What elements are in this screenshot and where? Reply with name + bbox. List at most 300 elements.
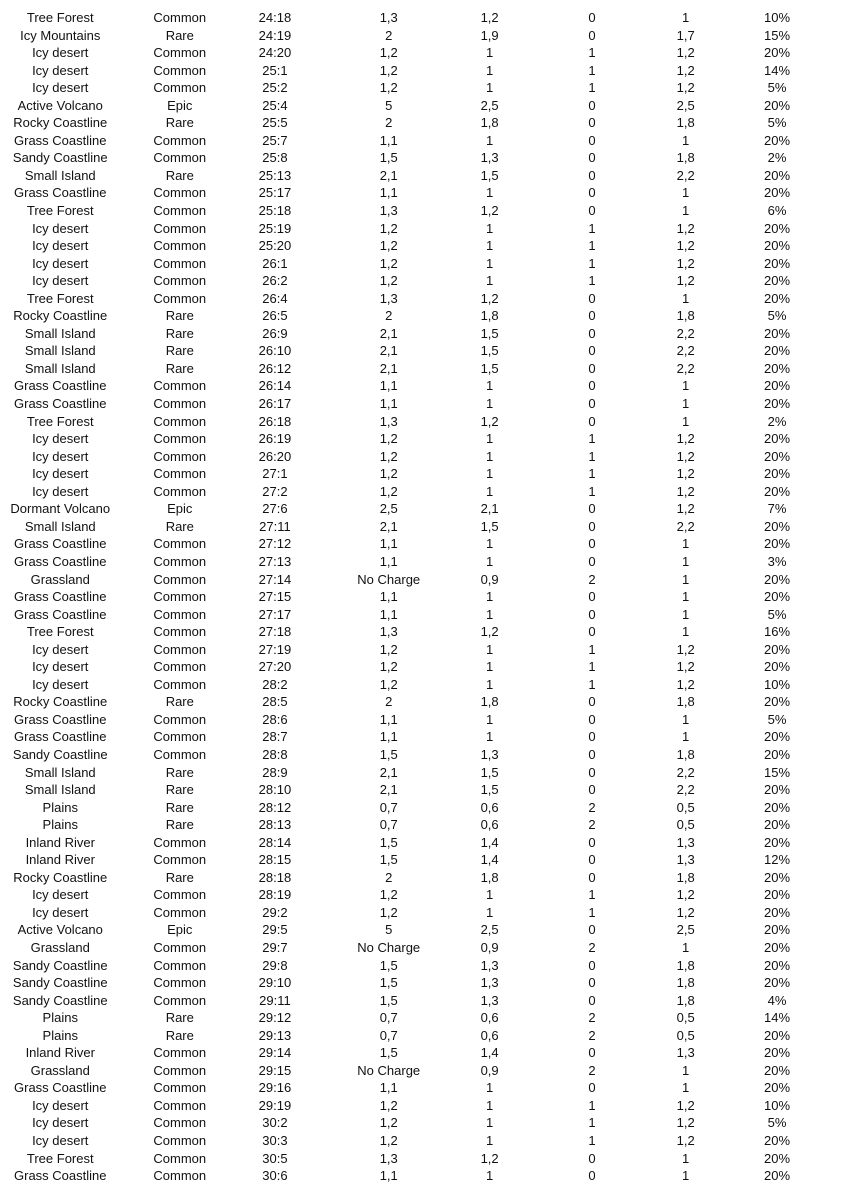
rarity-cell: Common [153,396,207,412]
count-cell: 1 [588,659,596,675]
factor-cell: 2,2 [676,360,695,376]
coordinates-cell: 28:7 [262,729,288,745]
charge-cell: 2,1 [379,360,398,376]
multiplier-cell: 1 [486,466,494,482]
coordinates-cell: 30:3 [262,1133,288,1148]
rarity-cell: Common [153,957,207,973]
table-row [0,834,854,852]
factor-cell: 1,2 [676,1133,695,1148]
count-cell: 1 [588,887,596,903]
table-row [0,1167,854,1185]
charge-cell: 1,1 [379,553,398,569]
terrain-cell: Icy desert [32,255,89,271]
coordinates-cell: 26:19 [258,431,292,447]
factor-cell: 2,2 [676,343,695,359]
factor-cell: 2,5 [676,97,695,113]
rarity-cell: Rare [165,518,194,534]
charge-cell: 1,1 [379,589,398,605]
multiplier-cell: 0,9 [480,571,499,587]
factor-cell: 0,5 [676,799,695,815]
count-cell: 0 [588,308,596,324]
factor-cell: 1 [682,711,690,727]
table-row [0,430,854,448]
table-row [0,202,854,220]
rarity-cell: Common [153,466,207,482]
multiplier-cell: 1,3 [480,957,499,973]
terrain-cell: Tree Forest [26,1150,94,1166]
chance-cell: 20% [763,273,791,289]
rarity-cell: Common [153,1115,207,1131]
count-cell: 0 [588,852,596,868]
multiplier-cell: 1,2 [480,290,499,306]
terrain-cell: Small Island [24,764,96,780]
factor-cell: 1 [682,413,690,429]
rarity-cell: Common [153,150,207,166]
rarity-cell: Common [153,1045,207,1061]
charge-cell: 2 [385,694,393,710]
coordinates-cell: 30:6 [262,1168,288,1184]
rarity-cell: Common [153,378,207,394]
terrain-cell: Icy desert [32,448,89,464]
table-row [0,483,854,501]
charge-cell: 0,7 [379,1010,398,1026]
coordinates-cell: 27:12 [258,536,292,552]
chance-cell: 5% [767,308,787,324]
coordinates-cell: 25:7 [262,132,288,148]
rarity-cell: Common [153,1080,207,1096]
terrain-cell: Rocky Coastline [13,308,108,324]
chance-cell: 20% [763,97,791,113]
chance-cell: 20% [763,132,791,148]
terrain-cell: Sandy Coastline [12,150,108,166]
count-cell: 0 [588,396,596,412]
chance-cell: 5% [767,80,787,96]
multiplier-cell: 1 [486,887,494,903]
chance-cell: 20% [763,518,791,534]
rarity-cell: Common [153,80,207,96]
coordinates-cell: 25:1 [262,62,288,78]
charge-cell: 1,1 [379,1080,398,1096]
terrain-cell: Grass Coastline [14,553,107,569]
terrain-cell: Grass Coastline [14,589,107,605]
coordinates-cell: 29:14 [258,1045,292,1061]
count-cell: 1 [588,904,596,920]
chance-cell: 15% [763,764,791,780]
coordinates-cell: 27:14 [258,571,292,587]
table-row [0,465,854,483]
coordinates-cell: 25:4 [262,97,288,113]
coordinates-cell: 29:12 [258,1010,292,1026]
terrain-cell: Small Island [24,782,96,798]
terrain-cell: Icy desert [32,641,89,657]
count-cell: 0 [588,764,596,780]
charge-cell: 1,5 [379,834,398,850]
charge-cell: 5 [385,97,393,113]
table-row [0,1114,854,1132]
charge-cell: 1,5 [379,992,398,1008]
factor-cell: 1,8 [676,308,695,324]
terrain-cell: Grass Coastline [14,1080,107,1096]
count-cell: 1 [588,431,596,447]
count-cell: 0 [588,97,596,113]
terrain-cell: Tree Forest [26,624,94,640]
multiplier-cell: 1 [486,606,494,622]
terrain-cell: Grass Coastline [14,1168,107,1184]
multiplier-cell: 1 [486,676,494,692]
factor-cell: 1,2 [676,1115,695,1131]
count-cell: 0 [588,518,596,534]
chance-cell: 20% [763,799,791,815]
table-row [0,342,854,360]
factor-cell: 2,2 [676,325,695,341]
terrain-cell: Icy desert [32,238,89,254]
count-cell: 0 [588,27,596,43]
multiplier-cell: 1 [486,396,494,412]
charge-cell: 1,3 [379,203,398,219]
table-row [0,1097,854,1115]
count-cell: 0 [588,167,596,183]
coordinates-cell: 27:13 [258,553,292,569]
multiplier-cell: 0,6 [480,817,499,833]
multiplier-cell: 1 [486,553,494,569]
count-cell: 0 [588,834,596,850]
count-cell: 0 [588,589,596,605]
table-row [0,904,854,922]
coordinates-cell: 29:13 [258,1027,292,1043]
coordinates-cell: 28:8 [262,746,288,762]
terrain-cell: Grass Coastline [14,606,107,622]
charge-cell: 1,5 [379,746,398,762]
count-cell: 0 [588,694,596,710]
chance-cell: 20% [763,746,791,762]
factor-cell: 1 [682,1168,690,1184]
table-row [0,992,854,1010]
coordinates-cell: 24:19 [258,27,292,43]
terrain-cell: Plains [42,1010,78,1026]
chance-cell: 20% [763,238,791,254]
factor-cell: 2,2 [676,167,695,183]
terrain-cell: Grass Coastline [14,185,107,201]
chance-cell: 7% [767,501,787,517]
multiplier-cell: 1,3 [480,150,499,166]
factor-cell: 1 [682,396,690,412]
terrain-cell: Rocky Coastline [13,869,108,885]
factor-cell: 1,8 [676,992,695,1008]
charge-cell: 2 [385,27,393,43]
factor-cell: 1,2 [676,501,695,517]
multiplier-cell: 1 [486,1168,494,1184]
rarity-cell: Common [153,624,207,640]
multiplier-cell: 1,8 [480,115,499,131]
chance-cell: 2% [767,150,787,166]
multiplier-cell: 1 [486,1080,494,1096]
charge-cell: 1,1 [379,132,398,148]
multiplier-cell: 1,2 [480,10,499,25]
charge-cell: 1,3 [379,1150,398,1166]
count-cell: 2 [588,799,596,815]
terrain-cell: Icy desert [32,659,89,675]
chance-cell: 20% [763,589,791,605]
rarity-cell: Rare [165,167,194,183]
terrain-cell: Icy desert [32,1097,89,1113]
factor-cell: 1,3 [676,852,695,868]
factor-cell: 1,8 [676,975,695,991]
chance-cell: 20% [763,939,791,955]
chance-cell: 20% [763,729,791,745]
rarity-cell: Common [153,1133,207,1148]
terrain-cell: Icy desert [32,80,89,96]
multiplier-cell: 1,2 [480,413,499,429]
charge-cell: 0,7 [379,817,398,833]
factor-cell: 2,2 [676,518,695,534]
charge-cell: 2,5 [379,501,398,517]
terrain-cell: Icy Mountains [20,27,101,43]
multiplier-cell: 1,2 [480,1150,499,1166]
multiplier-cell: 0,6 [480,1010,499,1026]
multiplier-cell: 1,5 [480,518,499,534]
terrain-cell: Icy desert [32,466,89,482]
count-cell: 0 [588,501,596,517]
charge-cell: 1,2 [379,45,398,61]
charge-cell: 1,2 [379,448,398,464]
rarity-cell: Rare [165,360,194,376]
rarity-cell: Common [153,536,207,552]
coordinates-cell: 29:16 [258,1080,292,1096]
terrain-cell: Tree Forest [26,203,94,219]
rarity-cell: Common [153,62,207,78]
terrain-cell: Plains [42,799,78,815]
multiplier-cell: 1 [486,711,494,727]
chance-cell: 20% [763,536,791,552]
charge-cell: 1,5 [379,852,398,868]
factor-cell: 1,7 [676,27,695,43]
table-row [0,693,854,711]
charge-cell: 1,1 [379,729,398,745]
chance-cell: 2% [767,413,787,429]
rarity-cell: Common [153,1168,207,1184]
rarity-cell: Common [153,203,207,219]
coordinates-cell: 26:2 [262,273,288,289]
multiplier-cell: 1,3 [480,746,499,762]
coordinates-cell: 28:9 [262,764,288,780]
count-cell: 0 [588,606,596,622]
count-cell: 0 [588,975,596,991]
rarity-cell: Common [153,413,207,429]
table-row [0,658,854,676]
coordinates-cell: 25:19 [258,220,292,236]
terrain-cell: Active Volcano [17,97,103,113]
coordinates-cell: 26:1 [262,255,288,271]
charge-cell: 2,1 [379,167,398,183]
terrain-cell: Rocky Coastline [13,115,108,131]
chance-cell: 20% [763,904,791,920]
table-row [0,1079,854,1097]
multiplier-cell: 1 [486,132,494,148]
multiplier-cell: 1,5 [480,782,499,798]
rarity-cell: Common [153,185,207,201]
terrain-cell: Small Island [24,167,96,183]
table-row [0,974,854,992]
table-row [0,816,854,834]
rarity-cell: Common [153,1062,207,1078]
chance-cell: 20% [763,448,791,464]
factor-cell: 1,2 [676,448,695,464]
count-cell: 0 [588,203,596,219]
multiplier-cell: 1 [486,80,494,96]
chance-cell: 20% [763,1080,791,1096]
rarity-cell: Common [153,834,207,850]
coordinates-cell: 27:18 [258,624,292,640]
factor-cell: 1,2 [676,80,695,96]
charge-cell: 1,2 [379,1133,398,1148]
chance-cell: 20% [763,1062,791,1078]
coordinates-cell: 29:19 [258,1097,292,1113]
multiplier-cell: 1 [486,62,494,78]
rarity-cell: Rare [165,817,194,833]
factor-cell: 1 [682,203,690,219]
table-row [0,9,854,27]
table-row [0,553,854,571]
table-row [0,184,854,202]
factor-cell: 1,2 [676,659,695,675]
multiplier-cell: 1,5 [480,325,499,341]
rarity-cell: Rare [165,1027,194,1043]
factor-cell: 1,8 [676,869,695,885]
rarity-cell: Common [153,589,207,605]
terrain-cell: Icy desert [32,676,89,692]
table-row [0,272,854,290]
table-row [0,97,854,115]
terrain-cell: Icy desert [32,904,89,920]
table-row [0,799,854,817]
factor-cell: 1 [682,1062,690,1078]
charge-cell: 1,1 [379,185,398,201]
factor-cell: 1,2 [676,273,695,289]
multiplier-cell: 0,9 [480,939,499,955]
factor-cell: 1,2 [676,483,695,499]
charge-cell: 1,1 [379,711,398,727]
coordinates-cell: 25:17 [258,185,292,201]
multiplier-cell: 1 [486,238,494,254]
factor-cell: 1,2 [676,466,695,482]
table-row [0,676,854,694]
coordinates-cell: 25:2 [262,80,288,96]
terrain-cell: Icy desert [32,273,89,289]
count-cell: 2 [588,571,596,587]
coordinates-cell: 26:14 [258,378,292,394]
count-cell: 0 [588,115,596,131]
coordinates-cell: 28:18 [258,869,292,885]
multiplier-cell: 1 [486,448,494,464]
factor-cell: 1,3 [676,834,695,850]
charge-cell: 1,1 [379,536,398,552]
terrain-cell: Small Island [24,343,96,359]
multiplier-cell: 1,5 [480,360,499,376]
terrain-cell: Tree Forest [26,290,94,306]
coordinates-cell: 29:11 [259,992,291,1008]
count-cell: 0 [588,360,596,376]
rarity-cell: Common [153,255,207,271]
coordinates-cell: 29:10 [258,975,292,991]
factor-cell: 1,2 [676,431,695,447]
charge-cell: 1,5 [379,957,398,973]
charge-cell: 1,3 [379,290,398,306]
coordinates-cell: 26:20 [258,448,292,464]
coordinates-cell: 24:18 [258,10,292,25]
table-row [0,307,854,325]
count-cell: 2 [588,1062,596,1078]
table-row [0,588,854,606]
coordinates-cell: 26:4 [262,290,288,306]
charge-cell: 1,2 [379,255,398,271]
terrain-cell: Icy desert [32,62,89,78]
factor-cell: 1 [682,1080,690,1096]
factor-cell: 1,2 [676,45,695,61]
multiplier-cell: 0,6 [480,1027,499,1043]
factor-cell: 0,5 [676,817,695,833]
multiplier-cell: 1,9 [480,27,499,43]
table-row [0,1150,854,1168]
chance-cell: 20% [763,1133,791,1148]
charge-cell: 1,2 [379,80,398,96]
rarity-cell: Common [153,992,207,1008]
multiplier-cell: 1,5 [480,167,499,183]
chance-cell: 12% [763,852,791,868]
multiplier-cell: 1,2 [480,624,499,640]
rarity-cell: Common [153,659,207,675]
count-cell: 1 [588,238,596,254]
count-cell: 0 [588,922,596,938]
charge-cell: 1,5 [379,150,398,166]
charge-cell: 1,2 [379,676,398,692]
factor-cell: 2,5 [676,922,695,938]
table-row [0,220,854,238]
coordinates-cell: 30:2 [262,1115,288,1131]
table-row [0,764,854,782]
rarity-cell: Common [153,641,207,657]
rarity-cell: Rare [165,782,194,798]
count-cell: 0 [588,1045,596,1061]
table-row [0,114,854,132]
factor-cell: 1 [682,536,690,552]
table-row [0,1132,854,1150]
factor-cell: 1 [682,185,690,201]
coordinates-cell: 29:15 [258,1062,292,1078]
count-cell: 0 [588,711,596,727]
table-row [0,27,854,45]
chance-cell: 20% [763,167,791,183]
multiplier-cell: 1 [486,45,494,61]
factor-cell: 1 [682,939,690,955]
count-cell: 0 [588,624,596,640]
table-row [0,413,854,431]
terrain-cell: Icy desert [32,1133,89,1148]
rarity-cell: Common [153,483,207,499]
coordinates-cell: 27:6 [262,501,288,517]
table-row [0,746,854,764]
table-row [0,921,854,939]
charge-cell: 1,1 [379,1168,398,1184]
charge-cell: 2 [385,308,393,324]
table-row [0,641,854,659]
chance-cell: 20% [763,641,791,657]
charge-cell: 1,2 [379,431,398,447]
terrain-cell: Grassland [30,571,90,587]
terrain-cell: Sandy Coastline [12,957,108,973]
coordinates-cell: 27:1 [262,466,288,482]
charge-cell: 2,1 [379,782,398,798]
charge-cell: 1,3 [379,10,398,25]
